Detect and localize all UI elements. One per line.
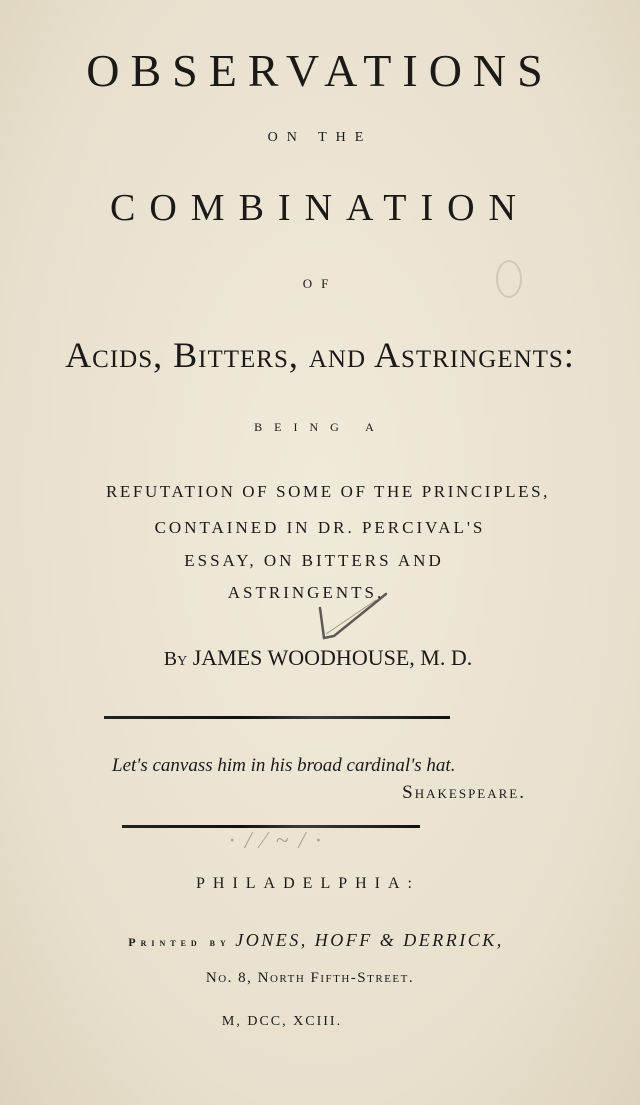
divider-rule bbox=[104, 716, 450, 719]
main-title: OBSERVATIONS bbox=[86, 45, 554, 96]
pencil-check-icon bbox=[316, 586, 406, 646]
imprint-printed-by: Printed by bbox=[128, 935, 231, 949]
title-connector-of: OF bbox=[302, 276, 338, 291]
author-by: By bbox=[163, 648, 188, 670]
author-line bbox=[0, 645, 638, 671]
title-subject: Acids, Bitters, and Astringents: bbox=[65, 335, 575, 375]
handwritten-mark bbox=[496, 260, 522, 298]
imprint-printers-line bbox=[0, 930, 636, 951]
author-name: JAMES WOODHOUSE, M. D. bbox=[192, 645, 473, 670]
title-combination: COMBINATION bbox=[110, 187, 530, 229]
refutation-line-1: REFUTATION OF SOME OF THE PRINCIPLES, bbox=[105, 482, 550, 501]
epigraph-attribution: Shakespeare. bbox=[402, 782, 526, 803]
imprint-printers: JONES, HOFF & DERRICK, bbox=[235, 930, 504, 950]
imprint-address: No. 8, North Fifth-Street. bbox=[205, 970, 415, 986]
library-stamp: · / ⁄ ~ / · bbox=[228, 828, 324, 854]
epigraph-quote: Let's canvass him in his broad cardinal's hat. bbox=[112, 755, 456, 776]
imprint-place: PHILADELPHIA: bbox=[196, 875, 420, 892]
title-connector-on-the: ON THE bbox=[267, 130, 373, 145]
refutation-line-4: ASTRINGENTS. bbox=[227, 583, 385, 602]
refutation-line-3: ESSAY, ON BITTERS AND bbox=[184, 551, 444, 570]
refutation-line-2: CONTAINED IN DR. PERCIVAL'S bbox=[154, 518, 486, 537]
imprint-date: M, DCC, XCIII. bbox=[221, 1014, 343, 1029]
subtitle-being: BEING A bbox=[254, 420, 386, 434]
